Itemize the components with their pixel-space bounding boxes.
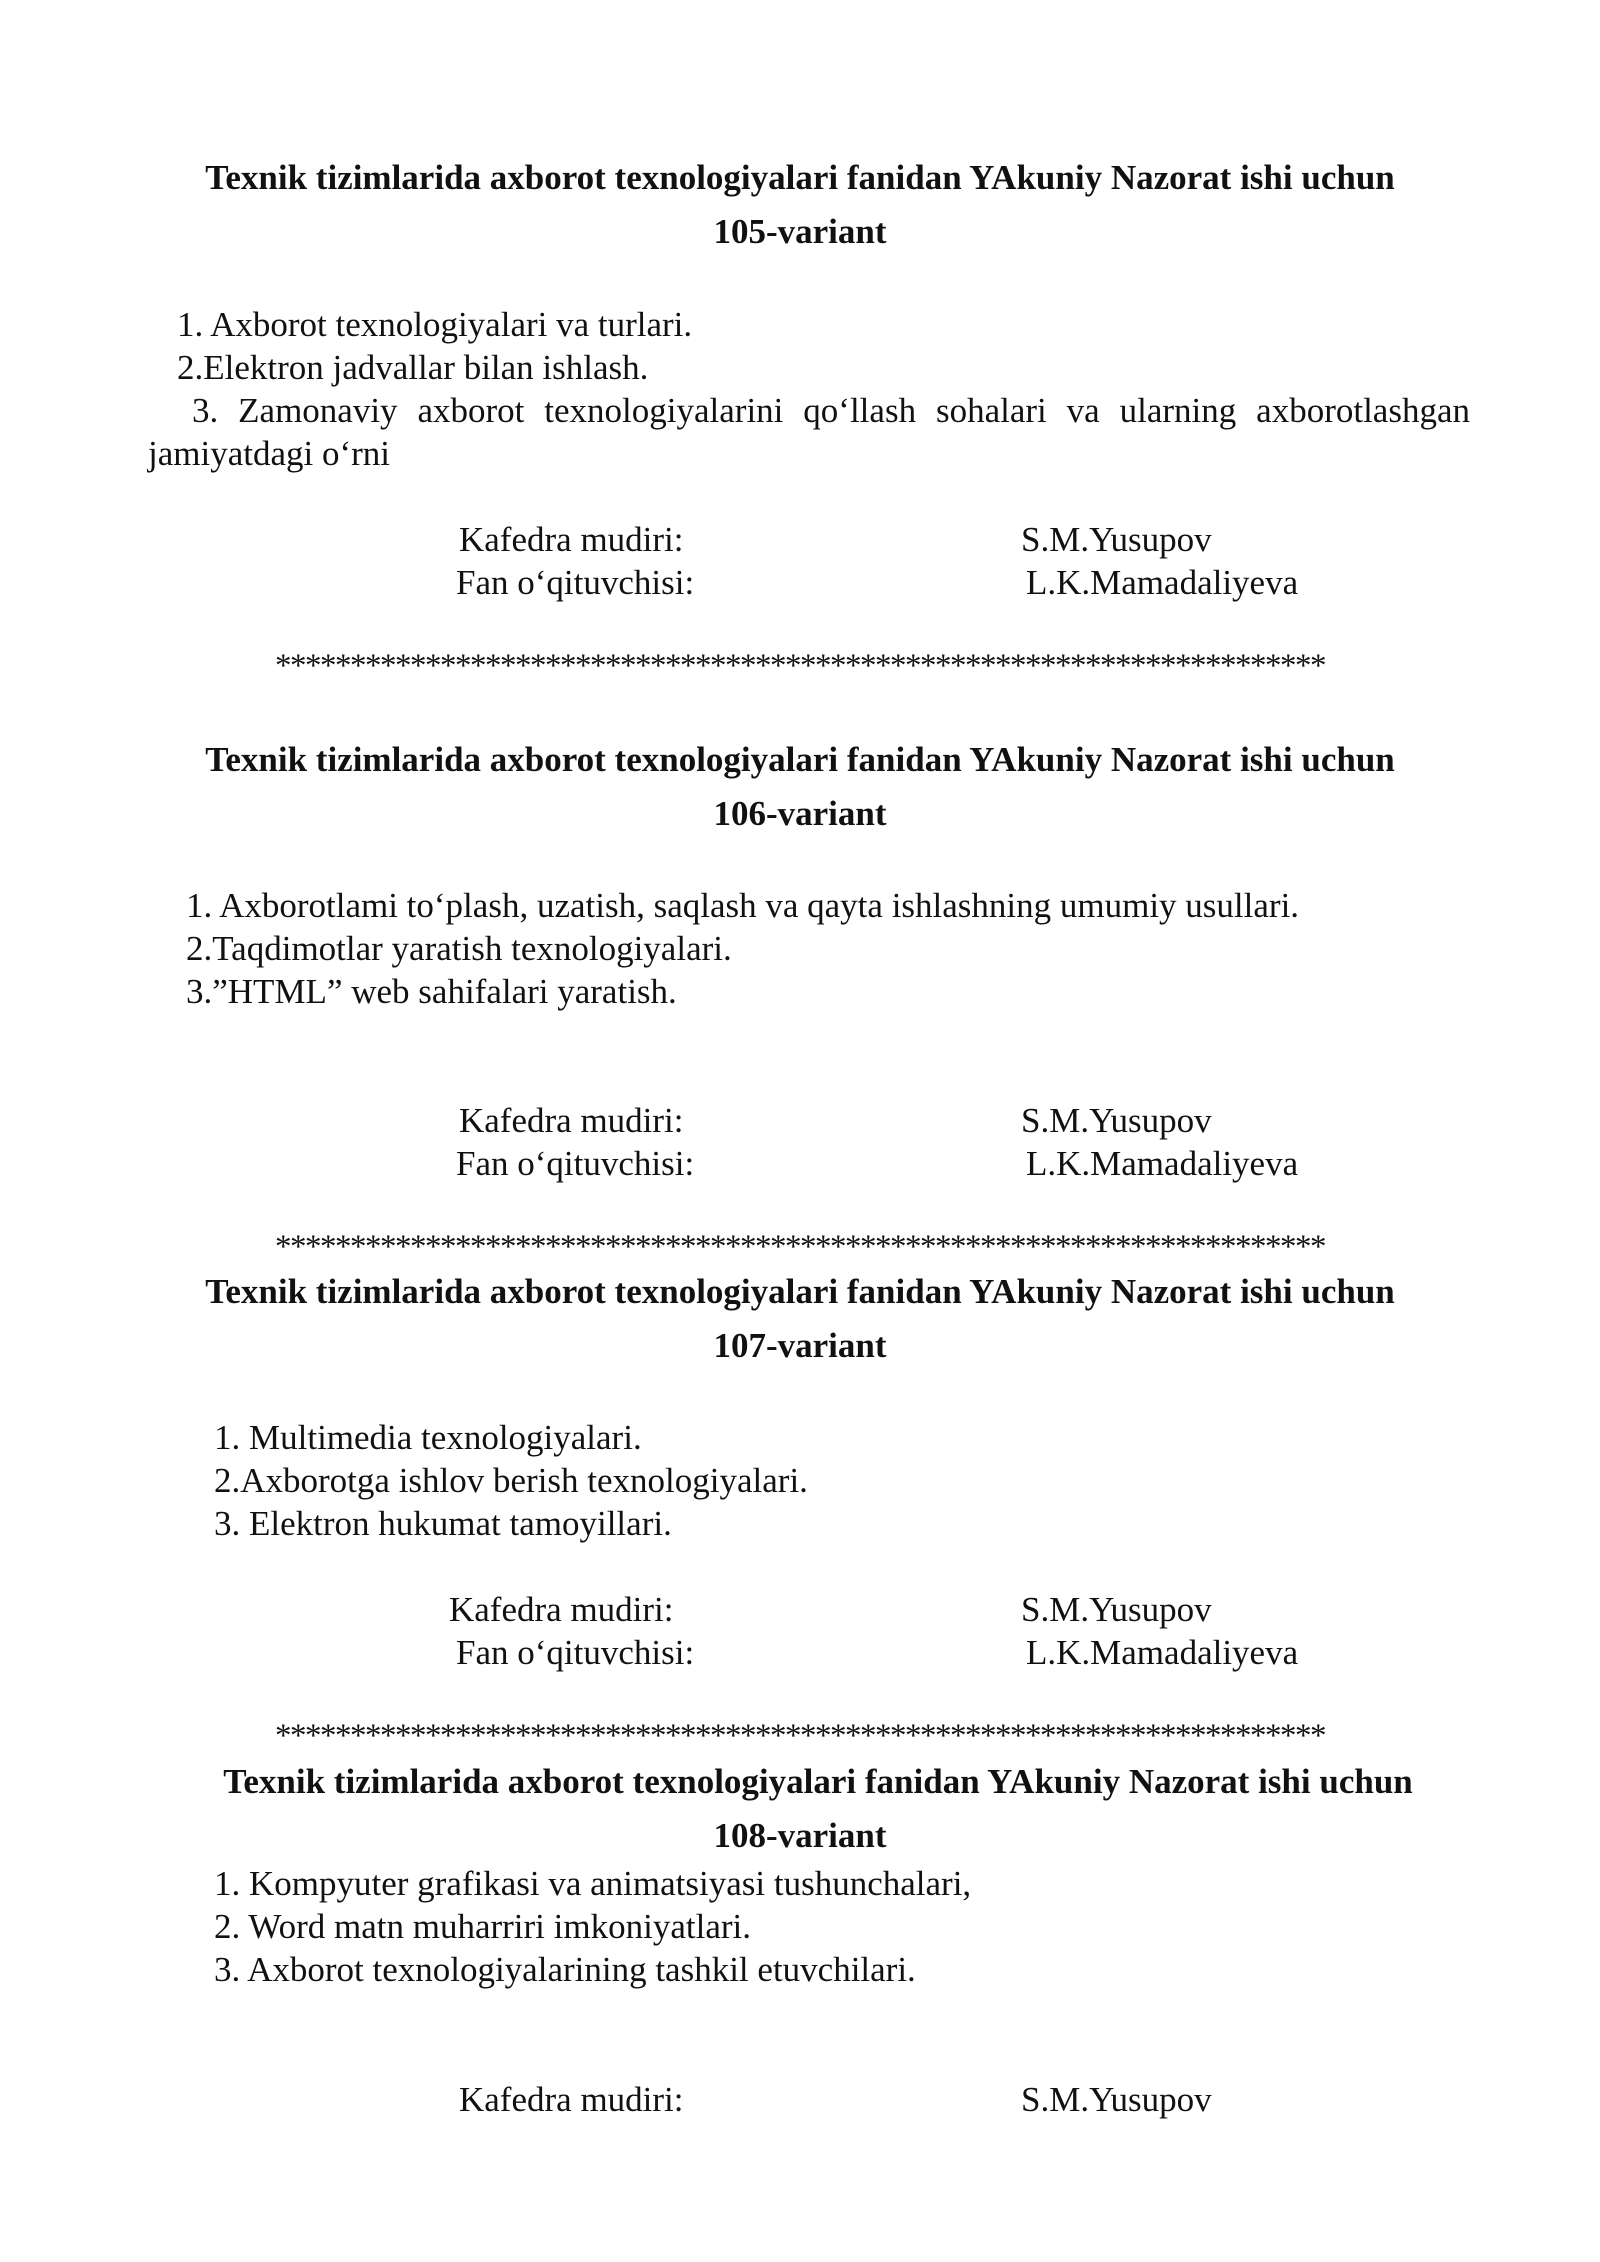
separator-3: ********************************************************************** [275,1718,1325,1754]
section-107-item-1: 1. Multimedia texnologiyalari. [214,1418,642,1457]
section-105-item-1: 1. Axborot texnologiyalari va turlari. [177,305,693,344]
section-105-head-name: S.M.Yusupov [1021,520,1212,559]
section-106-title: Texnik tizimlarida axborot texnologiyalari fanidan YAkuniy Nazorat ishi uchun [205,740,1395,779]
section-107-teacher-name: L.K.Mamadaliyeva [1026,1633,1299,1672]
section-108-variant: 108-variant [713,1816,887,1855]
section-105-item-3: 3. Zamonaviy axborot texnologiyalarini qo‘llash sohalari va ularning axborotlashgan [192,391,1470,430]
section-105-title: Texnik tizimlarida axborot texnologiyalari fanidan YAkuniy Nazorat ishi uchun [205,158,1395,197]
section-106-head-label: Kafedra mudiri: [459,1101,684,1140]
section-106-teacher-label: Fan o‘qituvchisi: [456,1144,695,1183]
separator-2: ********************************************************************** [275,1229,1325,1265]
section-108-head-label: Kafedra mudiri: [459,2080,684,2119]
section-108-item-2: 2. Word matn muharriri imkoniyatlari. [214,1907,751,1946]
section-108-item-3: 3. Axborot texnologiyalarining tashkil etuvchilari. [214,1950,916,1989]
section-108-head-name: S.M.Yusupov [1021,2080,1212,2119]
section-106-item-1: 1. Axborotlami to‘plash, uzatish, saqlash va qayta ishlashning umumiy usullari. [186,886,1300,925]
separator-1: ********************************************************************** [275,648,1325,684]
section-107-title: Texnik tizimlarida axborot texnologiyalari fanidan YAkuniy Nazorat ishi uchun [205,1272,1395,1311]
section-106-head-name: S.M.Yusupov [1021,1101,1212,1140]
section-105-item-3-cont: jamiyatdagi o‘rni [148,434,391,473]
section-107-variant: 107-variant [713,1326,887,1365]
section-108-item-1: 1. Kompyuter grafikasi va animatsiyasi tushunchalari, [214,1864,972,1903]
section-105-teacher-label: Fan o‘qituvchisi: [456,563,695,602]
section-108-title: Texnik tizimlarida axborot texnologiyalari fanidan YAkuniy Nazorat ishi uchun [223,1762,1413,1801]
section-107-head-name: S.M.Yusupov [1021,1590,1212,1629]
section-107-item-2: 2.Axborotga ishlov berish texnologiyalari. [214,1461,808,1500]
section-107-teacher-label: Fan o‘qituvchisi: [456,1633,695,1672]
section-106-teacher-name: L.K.Mamadaliyeva [1026,1144,1299,1183]
section-107-item-3: 3. Elektron hukumat tamoyillari. [214,1504,672,1543]
section-107-head-label: Kafedra mudiri: [449,1590,674,1629]
section-105-variant: 105-variant [713,212,887,251]
section-105-head-label: Kafedra mudiri: [459,520,684,559]
section-105-teacher-name: L.K.Mamadaliyeva [1026,563,1299,602]
section-105-item-2: 2.Elektron jadvallar bilan ishlash. [177,348,649,387]
section-106-variant: 106-variant [713,794,887,833]
section-106-item-2: 2.Taqdimotlar yaratish texnologiyalari. [186,929,732,968]
section-106-item-3: 3.”HTML” web sahifalari yaratish. [186,972,677,1011]
